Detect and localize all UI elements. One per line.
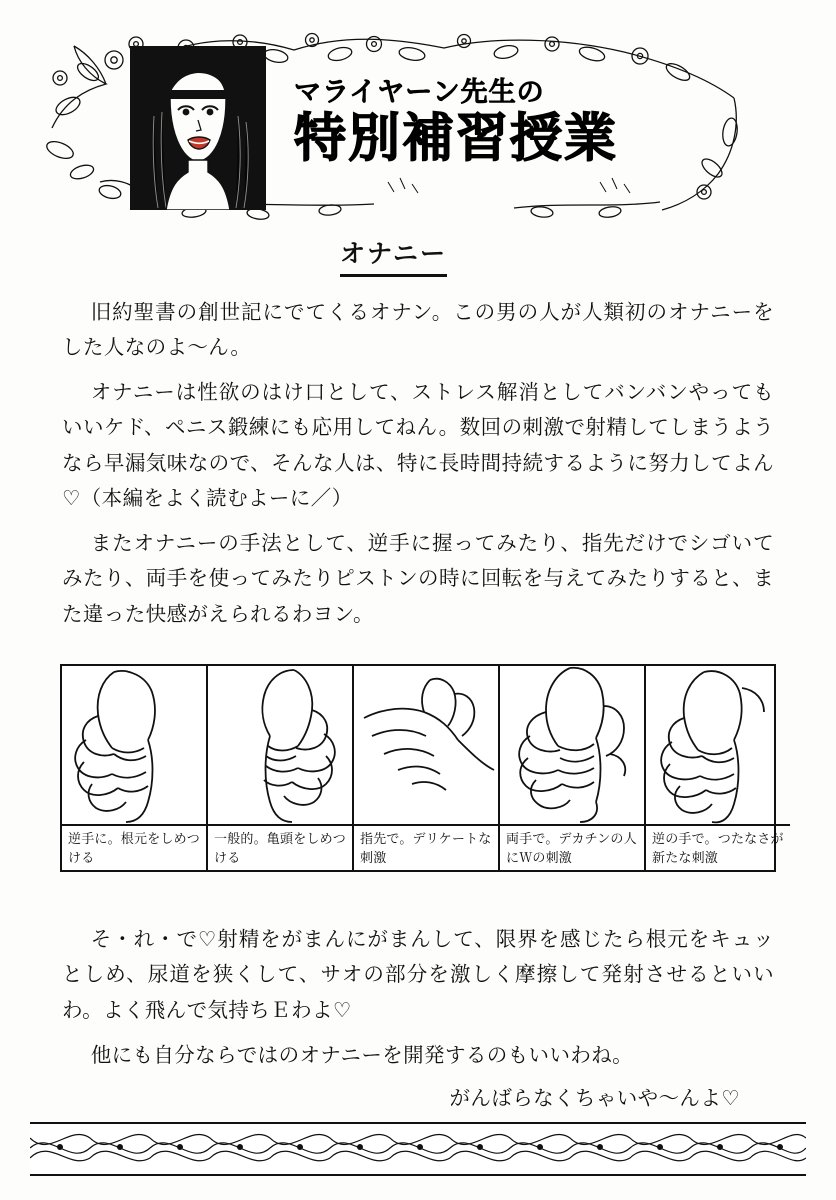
article-lower bbox=[62, 912, 774, 1116]
panel-caption: 逆手に。根元をしめつける bbox=[68, 832, 201, 866]
panel-artwork bbox=[354, 666, 498, 826]
illustration-panel bbox=[354, 666, 500, 870]
title-line-2: 特別補習授業 bbox=[294, 108, 619, 169]
paragraph: 他にも自分ならではのオナニーを開発するのもいいわね。 bbox=[90, 1042, 634, 1067]
opposite-hand-grip-icon bbox=[646, 666, 790, 824]
paragraph: またオナニーの手法として、逆手に握ってみたり、指先だけでシゴいてみたり、両手を使ってみたりピストンの時に回転を与えてみたりすると、また違った快感がえられるわヨン。 bbox=[62, 531, 774, 626]
sign-off-text: がんばらなくちゃいや〜んよ♡ bbox=[449, 1086, 740, 1110]
section-heading: オナニー bbox=[340, 238, 447, 277]
panel-artwork bbox=[646, 666, 790, 826]
hand-grip-standard-icon bbox=[208, 666, 352, 824]
portrait-illustration-icon bbox=[130, 46, 266, 210]
panel-caption: 一般的。亀頭をしめつける bbox=[214, 832, 347, 866]
panel-caption: 両手で。デカチンの人にＷの刺激 bbox=[506, 832, 637, 866]
illustration-panel bbox=[646, 666, 790, 870]
article-upper bbox=[62, 238, 774, 632]
title-banner bbox=[44, 32, 744, 222]
paragraph: オナニーは性欲のはけ口として、ストレス解消としてバンバンやってもいいケド、ペニス鍛練にも応用してねん。数回の刺激で射精してしまうようなら早漏気味なので、そんな人は、特に長時間持続するように努力してよん♡（本編をよく読むよーに／） bbox=[62, 380, 774, 510]
panel-caption: 指先で。デリケートな刺激 bbox=[360, 832, 492, 866]
two-hand-grip-icon bbox=[500, 666, 644, 824]
illustration-panel bbox=[62, 666, 208, 870]
footer-ornament bbox=[30, 1122, 806, 1176]
panel-artwork bbox=[208, 666, 352, 826]
sensei-portrait bbox=[130, 46, 266, 210]
illustration-panel bbox=[500, 666, 646, 870]
paragraph: そ・れ・で♡射精をがまんにがまんして、限界を感じたら根元をキュッとしめ、尿道を狭くして、サオの部分を激しく摩擦して発射させるといいわ。よく飛んで気持ちＥわよ♡ bbox=[62, 927, 774, 1022]
hand-grip-reverse-icon bbox=[62, 666, 206, 824]
illustration-panel bbox=[208, 666, 354, 870]
fingertip-touch-icon bbox=[354, 666, 498, 824]
panel-caption: 逆の手で。つたなさが新たな刺激 bbox=[652, 832, 784, 866]
ornamental-border-icon bbox=[30, 1124, 806, 1170]
title-line-1: マライヤーン先生の bbox=[294, 77, 545, 108]
panel-artwork bbox=[62, 666, 206, 826]
paragraph: 旧約聖書の創世記にでてくるオナン。この男の人が人類初のオナニーをした人なのよ〜ん。 bbox=[62, 299, 774, 359]
panel-artwork bbox=[500, 666, 644, 826]
illustration-strip bbox=[60, 664, 784, 872]
title-group bbox=[294, 77, 754, 169]
